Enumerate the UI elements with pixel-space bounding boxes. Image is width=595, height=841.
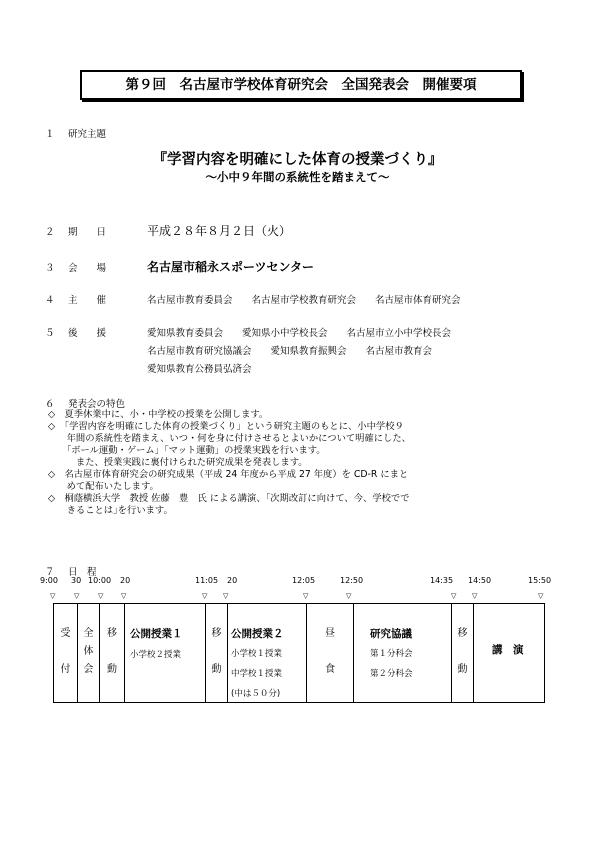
- schedule-table: [53, 603, 545, 703]
- cell-text: 食: [325, 664, 335, 675]
- cell-lecture: [474, 604, 544, 702]
- cell-title: 公開授業２: [231, 628, 284, 640]
- section-2-number: ２: [45, 227, 55, 238]
- cell-text: 会: [83, 664, 94, 675]
- feature-line: ◇ 夏季休業中に、小・中学校の授業を公開します。: [48, 409, 269, 420]
- feature-line: めて配布いたします。: [48, 481, 159, 492]
- feature-line: 年間の系統性を踏まえ、いつ・何を身に付けさせるとよいかについて明確にした、: [48, 433, 411, 444]
- cell-text: 受: [60, 628, 71, 639]
- feature-line: ◇ 桐蔭横浜大学 教授 佐藤 豊 氏 による講演、｢次期改訂に向けて、今、学校でで: [48, 493, 410, 504]
- cell-sub: 第１分科会: [370, 649, 413, 659]
- section-2-label: 期 日: [68, 227, 107, 238]
- cell-text: 移: [211, 628, 222, 639]
- time-marker-icon: ▽: [121, 592, 127, 600]
- section-7-label: 日 程: [68, 567, 97, 578]
- cell-reception: [54, 604, 78, 702]
- section-1-label: 研究主題: [68, 129, 107, 140]
- time-marker-icon: ▽: [472, 592, 478, 600]
- time-marker-icon: ▽: [98, 592, 104, 600]
- time-label: 20: [227, 576, 238, 585]
- cell-title: 講 演: [492, 644, 524, 656]
- cell-move-3: [452, 604, 474, 702]
- section-7-number: ７: [45, 567, 55, 578]
- section-4-label: 主 催: [68, 295, 107, 306]
- sponsor-line: 愛知県教育委員会 愛知県小中学校長会 名古屋市立小中学校長会: [147, 328, 452, 339]
- time-marker-icon: ▽: [202, 592, 208, 600]
- feature-line: ◇ 名古屋市体育研究会の研究成果（平成 24 年度から平成 27 年度）を CD-R にまと: [48, 469, 409, 480]
- cell-title: 研究協議: [370, 628, 412, 640]
- feature-line: 「ボール運動・ゲーム」「マット運動」の授業実践を行います。: [48, 445, 326, 456]
- section-6-number: ６: [45, 399, 55, 410]
- time-label: 12:50: [340, 576, 364, 585]
- cell-text: 動: [107, 664, 117, 675]
- cell-text: 動: [211, 664, 222, 675]
- section-4-number: ４: [45, 295, 55, 306]
- cell-move-2: [206, 604, 228, 702]
- time-marker-icon: ▽: [303, 592, 309, 600]
- cell-move-1: [100, 604, 125, 702]
- cell-sub: 小学校１授業: [231, 649, 283, 659]
- time-label: 9:00: [40, 576, 58, 585]
- theme-main: 『学習内容を明確にした体育の授業づくり』: [152, 151, 443, 168]
- feature-line: ◇ 「学習内容を明確にした体育の授業づくり」という研究主題のもとに、小中学校９: [48, 421, 404, 432]
- section-5-number: ５: [45, 328, 55, 339]
- feature-line: また、授業実践に裏付けられた研究成果を発表します。: [48, 457, 308, 468]
- event-venue: 名古屋市稲永スポーツセンター: [147, 260, 315, 274]
- time-marker-icon: ▽: [223, 592, 229, 600]
- cell-research-discussion: [354, 604, 452, 702]
- time-marker-icon: ▽: [538, 592, 544, 600]
- cell-text: 体: [83, 646, 94, 657]
- cell-text: 動: [457, 664, 468, 675]
- sponsor-line: 名古屋市教育研究協議会 愛知県教育振興会 名古屋市教育会: [147, 346, 433, 357]
- theme-sub: ～小中９年間の系統性を踏まえて～: [205, 170, 390, 184]
- cell-plenary: [78, 604, 100, 702]
- cell-text: 移: [457, 628, 468, 639]
- cell-open-class-2: [228, 604, 307, 702]
- cell-title: 公開授業１: [130, 628, 183, 640]
- time-label: 15:50: [528, 576, 552, 585]
- organizers: 名古屋市教育委員会 名古屋市学校教育研究会 名古屋市体育研究会: [147, 295, 461, 306]
- time-marker-icon: ▽: [346, 592, 352, 600]
- section-3-label: 会 場: [68, 263, 107, 274]
- time-label: 10:00: [88, 576, 112, 585]
- cell-sub: 小学校２授業: [130, 650, 182, 660]
- time-label: 30: [71, 576, 82, 585]
- time-label: 11:05: [195, 576, 219, 585]
- time-marker-icon: ▽: [74, 592, 80, 600]
- cell-text: 付: [60, 664, 71, 675]
- cell-open-class-1: [125, 604, 206, 702]
- time-label: 14:35: [430, 576, 454, 585]
- section-6-label: 発表会の特色: [68, 399, 126, 410]
- page-title: 第９回 名古屋市学校体育研究会 全国発表会 開催要項: [80, 70, 522, 100]
- sponsor-line: 愛知県教育公務員弘済会: [147, 364, 252, 375]
- section-5-label: 後 援: [68, 328, 107, 339]
- time-marker-icon: ▽: [50, 592, 56, 600]
- cell-text: 昼: [325, 628, 335, 639]
- cell-sub: 第２分科会: [370, 669, 413, 679]
- time-label: 20: [120, 576, 131, 585]
- time-marker-icon: ▽: [451, 592, 457, 600]
- time-label: 12:05: [292, 576, 316, 585]
- time-label: 14:50: [468, 576, 492, 585]
- feature-list: [48, 409, 411, 517]
- cell-text: 移: [107, 628, 117, 639]
- cell-text: 全: [83, 628, 94, 639]
- event-date: 平成２８年８月２日（火）: [147, 224, 292, 238]
- section-1-number: １: [45, 129, 55, 140]
- feature-line: きることは｣を行います。: [48, 505, 173, 516]
- section-3-number: ３: [45, 263, 55, 274]
- cell-sub: (中は５０分): [231, 689, 281, 699]
- cell-lunch: [307, 604, 354, 702]
- cell-sub: 中学校１授業: [231, 669, 283, 679]
